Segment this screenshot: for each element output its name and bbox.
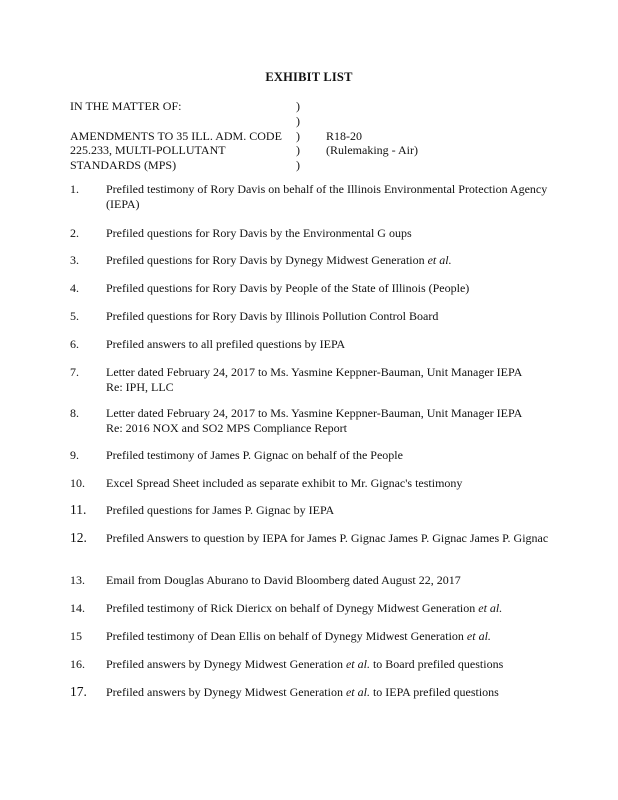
exhibit-description: Prefiled questions for Rory Davis by People of the State of Illinois (People)	[106, 281, 470, 295]
exhibit-number: 14.	[70, 601, 85, 615]
exhibit-number: 2.	[70, 226, 79, 240]
exhibit-italic: et al.	[466, 629, 491, 643]
exhibit-item	[70, 657, 550, 672]
docket-number: R18-20	[326, 128, 362, 143]
exhibit-number: 9.	[70, 448, 79, 462]
exhibit-number: 17.	[70, 684, 87, 699]
caption-paren: )	[296, 128, 300, 143]
caption-row	[70, 143, 550, 158]
exhibit-description	[106, 406, 550, 435]
caption-left: 225.233, MULTI-POLLUTANT	[70, 143, 226, 158]
exhibit-item	[70, 226, 550, 241]
exhibit-text: Prefiled questions for Rory Davis by Dynegy Midwest Generation	[106, 253, 425, 267]
exhibit-italic: et al.	[427, 253, 452, 267]
exhibit-description	[106, 365, 550, 394]
exhibit-description: Prefiled questions for Rory Davis by the Environmental G oups	[106, 226, 412, 240]
exhibit-item	[70, 685, 550, 700]
exhibit-item	[70, 601, 550, 616]
exhibit-text: Prefiled testimony of Dean Ellis on behalf of Dynegy Midwest Generation	[106, 629, 464, 643]
caption-left: STANDARDS (MPS)	[70, 158, 177, 173]
exhibit-number: 12.	[70, 530, 87, 545]
case-caption	[70, 99, 550, 173]
caption-row	[70, 114, 550, 129]
exhibit-item	[70, 309, 550, 324]
exhibit-item	[70, 573, 550, 588]
page-title: EXHIBIT LIST	[265, 70, 353, 84]
exhibit-number: 5.	[70, 309, 79, 323]
caption-paren: )	[296, 143, 300, 158]
exhibit-description	[106, 657, 550, 672]
exhibit-text: Prefiled testimony of Rick Diericx on behalf of Dynegy Midwest Generation	[106, 601, 476, 615]
caption-row	[70, 129, 550, 144]
exhibit-item	[70, 253, 550, 268]
exhibit-number: 1.	[70, 182, 79, 196]
exhibit-item	[70, 503, 550, 518]
exhibit-item	[70, 476, 550, 491]
exhibit-item	[70, 337, 550, 352]
exhibit-text: Prefiled answers by Dynegy Midwest Generation	[106, 685, 343, 699]
docket-type: (Rulemaking - Air)	[326, 143, 418, 158]
exhibit-number: 10.	[70, 476, 85, 490]
exhibit-number: 15	[70, 629, 82, 643]
exhibit-number: 3.	[70, 253, 79, 267]
exhibit-italic: et al.	[345, 685, 370, 699]
exhibit-item	[70, 448, 550, 463]
exhibit-item	[70, 406, 550, 435]
exhibit-item	[70, 531, 550, 546]
exhibit-italic: et al.	[478, 601, 503, 615]
exhibit-tail: to IEPA prefiled questions	[372, 685, 499, 699]
exhibit-number: 7.	[70, 365, 79, 379]
exhibit-description: Prefiled questions for James P. Gignac by IEPA	[106, 503, 335, 517]
exhibit-description: Email from Douglas Aburano to David Bloomberg dated August 22, 2017	[106, 573, 461, 587]
exhibit-description: Prefiled answers to all prefiled questions by IEPA	[106, 337, 346, 351]
caption-left	[70, 114, 296, 129]
exhibit-line: Letter dated February 24, 2017 to Ms. Yasmine Keppner-Bauman, Unit Manager IEPA	[106, 365, 523, 379]
exhibit-re-line: Re: IPH, LLC	[106, 379, 174, 394]
exhibit-description: Prefiled Answers to question by IEPA for James P. Gignac James P. Gignac James P. Gignac	[106, 531, 549, 545]
caption-paren: )	[296, 99, 300, 113]
exhibit-description: Excel Spread Sheet included as separate exhibit to Mr. Gignac's testimony	[106, 476, 463, 490]
exhibit-line: Letter dated February 24, 2017 to Ms. Yasmine Keppner-Bauman, Unit Manager IEPA	[106, 406, 523, 420]
caption-row	[70, 99, 550, 114]
caption-left: IN THE MATTER OF:	[70, 99, 182, 113]
exhibit-item	[70, 629, 550, 644]
exhibit-description: Prefiled questions for Rory Davis by Illinois Pollution Control Board	[106, 309, 439, 323]
exhibit-description: Prefiled testimony of Rory Davis on behalf of the Illinois Environmental Protection Agency (IEPA)	[106, 182, 548, 211]
exhibit-item	[70, 365, 550, 394]
exhibit-description	[106, 253, 550, 268]
exhibit-description	[106, 685, 550, 700]
exhibit-number: 8.	[70, 406, 79, 420]
exhibit-number: 11.	[70, 502, 87, 517]
exhibit-description	[106, 629, 550, 644]
exhibit-number: 6.	[70, 337, 79, 351]
caption-paren: )	[296, 158, 300, 173]
exhibit-re-line: Re: 2016 NOX and SO2 MPS Compliance Report	[106, 420, 347, 435]
exhibit-description	[106, 601, 550, 616]
exhibit-number: 16.	[70, 657, 85, 671]
exhibit-description: Prefiled testimony of James P. Gignac on behalf of the People	[106, 448, 403, 462]
exhibit-number: 4.	[70, 281, 79, 295]
exhibit-item	[70, 281, 550, 296]
caption-paren: )	[296, 113, 300, 128]
exhibit-number: 13.	[70, 573, 85, 587]
exhibit-item	[70, 182, 550, 211]
caption-left: AMENDMENTS TO 35 ILL. ADM. CODE	[70, 128, 282, 143]
exhibit-text: Prefiled answers by Dynegy Midwest Generation	[106, 657, 343, 671]
exhibit-italic: et al.	[345, 657, 370, 671]
exhibit-tail: to Board prefiled questions	[372, 657, 504, 671]
caption-row	[70, 158, 550, 173]
